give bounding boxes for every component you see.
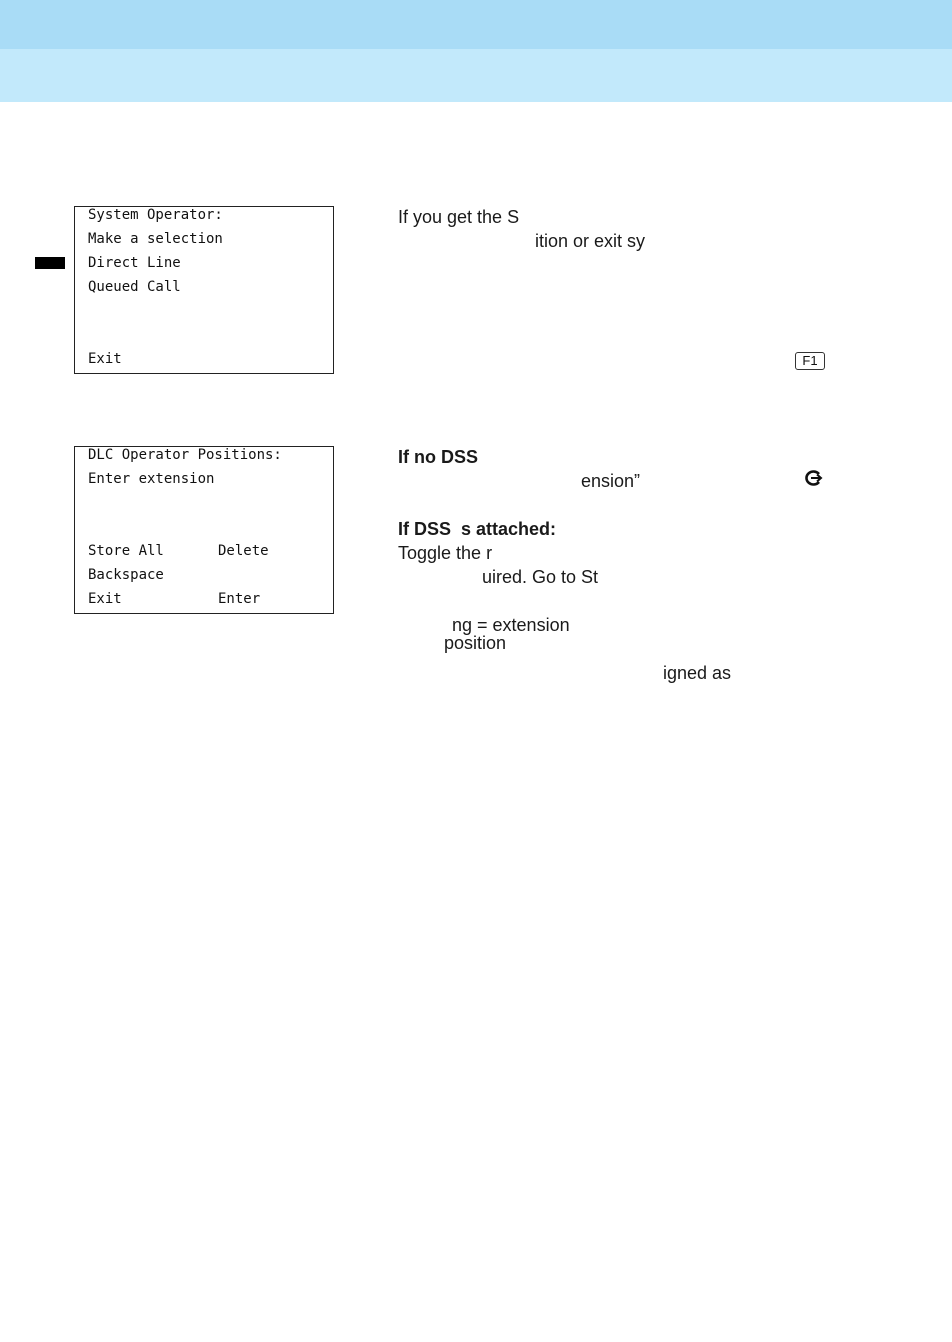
section-marker-icon [35, 257, 65, 269]
backspace-option[interactable]: Backspace [88, 567, 164, 583]
exit-option[interactable]: Exit [88, 351, 122, 367]
header-band-bottom [0, 49, 952, 102]
heading-no-dss: If no DSS [398, 447, 478, 467]
f1-key-icon: F1 [795, 352, 825, 370]
enter-option[interactable]: Enter [218, 591, 261, 607]
direct-line-option[interactable]: Direct Line [88, 255, 181, 271]
instruction-text: igned as [663, 663, 732, 683]
header-band-top [0, 0, 952, 49]
instruction-text: uired. Go to St [482, 567, 599, 587]
delete-option[interactable]: Delete [218, 543, 269, 559]
screen-title: System Operator: [88, 207, 223, 223]
instruction-text: ng = extension [452, 615, 570, 635]
queued-call-option[interactable]: Queued Call [88, 279, 181, 295]
screen-prompt: Enter extension [88, 471, 215, 487]
return-arrow-icon [804, 469, 824, 487]
system-operator-screen [74, 206, 334, 374]
store-all-option[interactable]: Store All [88, 543, 164, 559]
instruction-text: Toggle the r [398, 543, 493, 563]
heading-dss-attached: If DSS s attached: [398, 519, 557, 539]
instruction-text: position [444, 633, 507, 653]
screen-title: DLC Operator Positions: [88, 447, 282, 463]
instruction-text: ension” [581, 471, 641, 491]
dlc-operator-positions-screen [74, 446, 334, 614]
instruction-text: ition or exit sy [535, 231, 646, 251]
exit-option[interactable]: Exit [88, 591, 122, 607]
screen-prompt: Make a selection [88, 231, 223, 247]
instruction-text: If you get the S [398, 207, 520, 227]
